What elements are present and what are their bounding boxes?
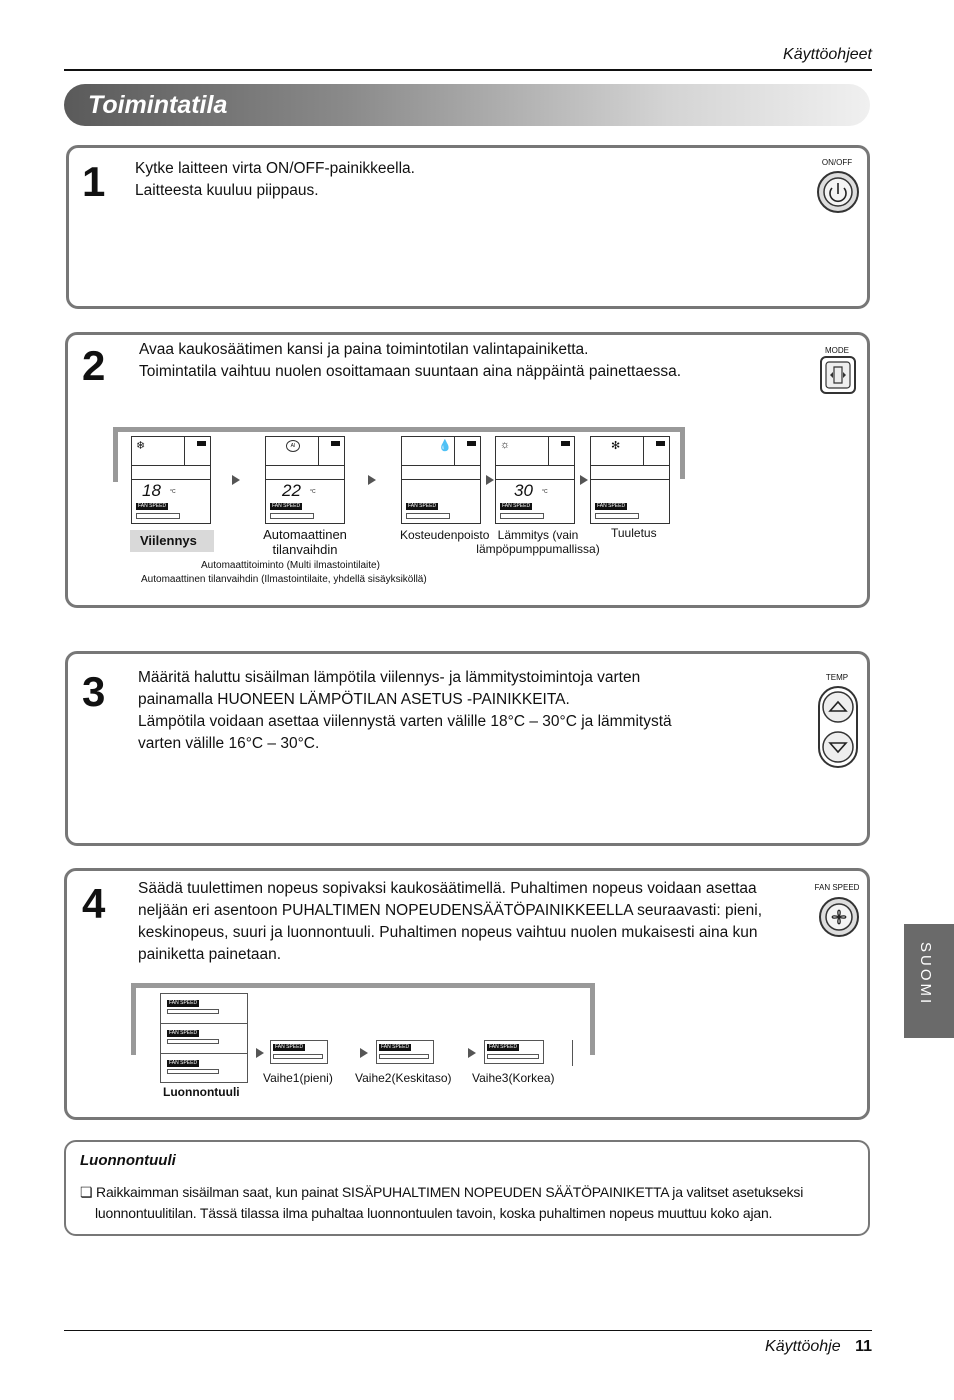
lcd-fan-speed: FAN SPEED: [489, 1044, 518, 1050]
arrow-right-icon: [580, 475, 588, 485]
step-1-number: 1: [82, 158, 106, 205]
lcd-dehumidify: [401, 436, 481, 524]
header-title: Käyttöohjeet: [783, 46, 872, 63]
section-title-bar: [64, 84, 870, 126]
step-4-line: keskinopeus, suuri ja luonnontuuli. Puhaltimen nopeus vaihtuu nuolen mukaisesti aina kun: [138, 924, 758, 941]
section-title: Toimintatila: [88, 91, 228, 119]
step-1-text: [135, 158, 415, 202]
lcd-temp: 18: [142, 481, 161, 500]
battery-icon: [561, 441, 570, 446]
divider: [572, 1040, 573, 1066]
step-2-line: Toimintatila vaihtuu nuolen osoittamaan suuntaan aina näppäintä painettaessa.: [139, 363, 682, 380]
step-2-text: [139, 339, 681, 383]
sun-icon: ☼: [500, 439, 511, 451]
fan-speed-lcd-3: [484, 1040, 544, 1064]
step-2-line: Avaa kaukosäätimen kansi ja paina toimintotilan valintapainiketta.: [139, 341, 589, 358]
natural-wind-lcd-stack: [160, 993, 248, 1083]
lcd-fan-speed: FAN SPEED: [169, 1030, 198, 1036]
step-3-number: 3: [82, 668, 106, 715]
label-speed-3: Vaihe3(Korkea): [472, 1071, 555, 1085]
note-auto-single: Automaattinen tilanvaihdin (Ilmastointilaite, yhdellä sisäyksiköllä): [141, 574, 427, 585]
battery-icon: [331, 441, 340, 446]
step-2-number: 2: [82, 342, 106, 389]
step-3-line: painamalla HUONEEN LÄMPÖTILAN ASETUS -PAINIKKEITA.: [138, 691, 570, 708]
arrow-right-icon: [368, 475, 376, 485]
label-heating: [470, 528, 606, 556]
note-title: Luonnontuuli: [80, 1152, 176, 1169]
note-line: luonnontuulitilan. Tässä tilassa ilma puhaltaa luonnontuulen tavoin, koska puhaltimen nopeus muuttuu koko ajan.: [95, 1205, 773, 1221]
arrow-right-icon: [468, 1048, 476, 1058]
mode-label: MODE: [825, 346, 849, 355]
label-speed-2: Vaihe2(Keskitaso): [355, 1071, 452, 1085]
note-auto-multi: Automaattitoiminto (Multi ilmastointilaite): [201, 560, 380, 571]
temp-buttons-icon: [818, 686, 858, 768]
note-text: [80, 1182, 803, 1224]
step-4-line: Säädä tuulettimen nopeus sopivaksi kaukosäätimellä. Puhaltimen nopeus voidaan asettaa: [138, 880, 757, 897]
step-4-text: [138, 878, 762, 966]
battery-icon: [467, 441, 476, 446]
label-heating-line: lämpöpumppumallissa): [476, 542, 600, 556]
footer-rule: [64, 1330, 872, 1331]
label-dehumidify: Kosteudenpoisto: [400, 528, 490, 542]
temp-label: TEMP: [825, 673, 849, 682]
mode-button-icon: [820, 356, 856, 394]
step-1-line: Kytke laitteen virta ON/OFF-painikkeella.: [135, 160, 415, 177]
lcd-temp: 22: [282, 481, 301, 500]
header-rule: [64, 69, 872, 71]
lcd-fan-speed: FAN SPEED: [408, 503, 437, 509]
step-3-line: varten välille 16°C – 30°C.: [138, 735, 320, 752]
lcd-fan-speed: FAN SPEED: [138, 503, 167, 509]
lcd-cooling: [131, 436, 211, 524]
label-auto-line: Automaattinen: [263, 527, 347, 542]
lcd-auto: [265, 436, 345, 524]
lcd-temp: 30: [514, 481, 533, 500]
fan-speed-lcd-1: [270, 1040, 328, 1064]
lcd-fan-speed: FAN SPEED: [502, 503, 531, 509]
fan-bars: [270, 513, 314, 519]
step-4-number: 4: [82, 880, 106, 927]
lcd-fan-speed: FAN SPEED: [381, 1044, 410, 1050]
lcd-fan-speed: FAN SPEED: [597, 503, 626, 509]
fan-bars: [595, 513, 639, 519]
lcd-fan-speed: FAN SPEED: [169, 1060, 198, 1066]
bracket-left: [113, 427, 118, 482]
footer: [765, 1338, 872, 1356]
label-auto-line: tilanvaihdin: [272, 542, 338, 557]
step-4-line: painiketta painetaan.: [138, 946, 282, 963]
onoff-button-icon: [816, 170, 860, 214]
language-tab: [904, 924, 954, 1038]
lcd-unit: °C: [542, 489, 548, 495]
note-line: ❏ Raikkaimman sisäilman saat, kun painat SISÄPUHALTIMEN NOPEUDEN SÄÄTÖPAINIKETTA ja valitset asetukseksi: [80, 1184, 804, 1200]
step-3-line: Määritä haluttu sisäilman lämpötila viilennys- ja lämmitystoimintoja varten: [138, 669, 641, 686]
lcd-fan-speed: FAN SPEED: [275, 1044, 304, 1050]
arrow-right-icon: [486, 475, 494, 485]
step-3-line: Lämpötila voidaan asettaa viilennystä varten välille 18°C – 30°C ja lämmitystä: [138, 713, 672, 730]
label-auto: [250, 527, 360, 557]
battery-icon: [197, 441, 206, 446]
lcd-fan-speed: FAN SPEED: [169, 1000, 198, 1006]
fan-icon: ✻: [611, 440, 621, 452]
label-heating-line: Lämmitys (vain: [497, 528, 579, 542]
label-cooling: Viilennys: [140, 533, 197, 548]
snowflake-icon: ❄: [136, 440, 146, 452]
label-natural-wind: Luonnontuuli: [163, 1085, 240, 1099]
footer-label: Käyttöohje: [765, 1338, 841, 1355]
arrow-right-icon: [232, 475, 240, 485]
auto-icon: AI: [286, 440, 300, 452]
lcd-fan-speed: FAN SPEED: [272, 503, 301, 509]
label-fan: Tuuletus: [611, 526, 657, 540]
language-tab-label: SUOMI: [917, 942, 934, 1007]
fan-bars: [500, 513, 544, 519]
lcd-heating: [495, 436, 575, 524]
lcd-unit: °C: [170, 489, 176, 495]
fan-bars: [136, 513, 180, 519]
lcd-unit: °C: [310, 489, 316, 495]
step-3-text: [138, 667, 672, 755]
arrow-right-icon: [360, 1048, 368, 1058]
step-1-line: Laitteesta kuuluu piippaus.: [135, 182, 319, 199]
droplet-icon: 💧: [438, 440, 452, 452]
fan-bars: [406, 513, 450, 519]
battery-icon: [656, 441, 665, 446]
label-speed-1: Vaihe1(pieni): [263, 1071, 333, 1085]
fan-speed-lcd-2: [376, 1040, 434, 1064]
onoff-label: ON/OFF: [821, 158, 853, 167]
page-number: 11: [855, 1338, 872, 1355]
fan-speed-label: FAN SPEED: [814, 883, 860, 892]
fan-speed-button-icon: [818, 896, 860, 938]
arrow-right-icon: [256, 1048, 264, 1058]
lcd-fan: [590, 436, 670, 524]
step-4-line: neljään eri asentoon PUHALTIMEN NOPEUDENSÄÄTÖPAINIKKEELLA seuraavasti: pieni,: [138, 902, 763, 919]
